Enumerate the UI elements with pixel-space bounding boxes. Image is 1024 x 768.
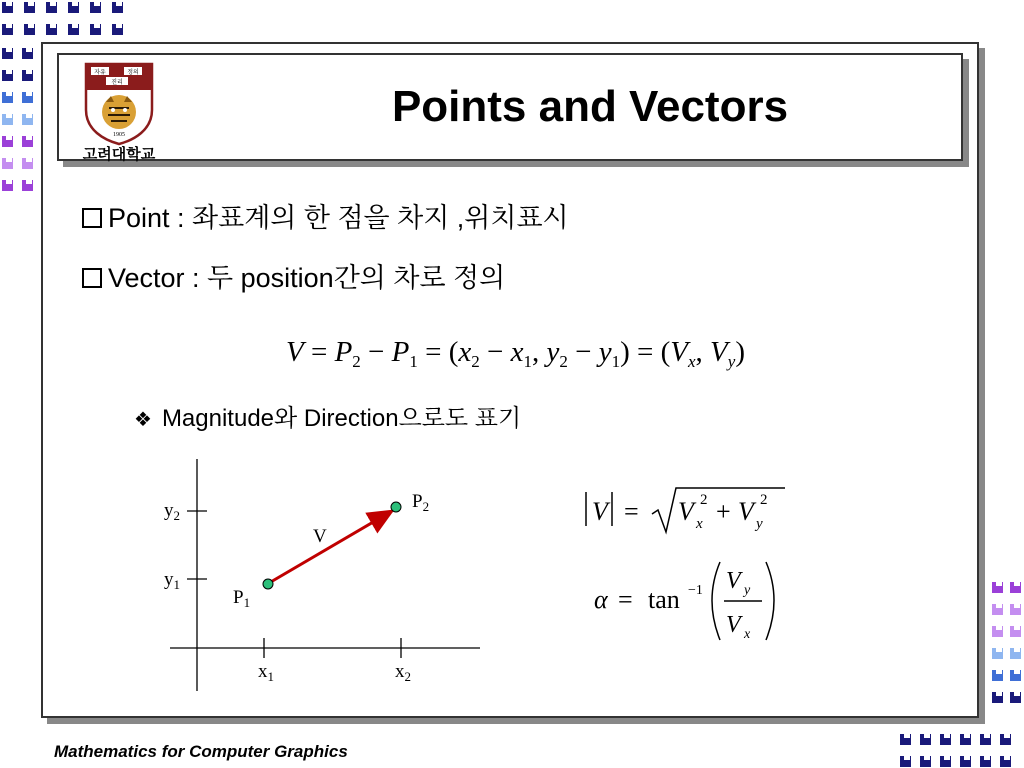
vector-label: V: [313, 526, 327, 547]
founding-year: 1905: [113, 132, 125, 138]
svg-text:x: x: [696, 516, 703, 532]
slide-footer: Mathematics for Computer Graphics: [54, 742, 348, 761]
decor-square: [22, 136, 33, 147]
decor-square: [22, 158, 33, 169]
decor-square: [24, 2, 35, 13]
decor-square: [900, 734, 911, 745]
x-tick-label: $x_2$: [395, 661, 411, 684]
decor-square: [980, 756, 991, 767]
point-p2: [391, 502, 401, 512]
decor-square: [1000, 756, 1011, 767]
decor-square: [920, 734, 931, 745]
svg-text:tan: tan: [648, 585, 680, 614]
decor-square: [992, 582, 1003, 593]
decor-square: [112, 2, 123, 13]
decor-square: [68, 2, 79, 13]
checkbox-icon: [82, 268, 102, 288]
decor-square: [980, 734, 991, 745]
decor-square: [22, 48, 33, 59]
decor-square: [1010, 626, 1021, 637]
sub-bullet-magnitude: [134, 398, 521, 433]
svg-text:=: =: [618, 585, 633, 614]
svg-text:2: 2: [700, 492, 708, 508]
decor-square: [992, 670, 1003, 681]
decor-square: [22, 70, 33, 81]
decor-square: [1000, 734, 1011, 745]
decor-square: [22, 92, 33, 103]
decor-square: [992, 648, 1003, 659]
decor-square: [2, 24, 13, 35]
x-tick-label: $x_1$: [258, 661, 274, 684]
decor-square: [1010, 670, 1021, 681]
decor-square: [992, 604, 1003, 615]
bullet-text: Vector : 두 position간의 차로 정의: [108, 263, 506, 293]
svg-text:x: x: [744, 627, 751, 642]
decor-square: [2, 2, 13, 13]
decor-square: [2, 48, 13, 59]
svg-text:V: V: [726, 612, 741, 638]
decor-square: [24, 24, 35, 35]
decor-square: [1010, 582, 1021, 593]
university-name: 고려대학교: [82, 146, 156, 163]
y-tick-label: $y_1$: [164, 569, 180, 592]
decor-square: [22, 180, 33, 191]
decor-square: [2, 114, 13, 125]
decor-square: [1010, 692, 1021, 703]
decor-square: [2, 158, 13, 169]
svg-text:+: +: [716, 497, 731, 526]
svg-text:V: V: [678, 497, 694, 526]
decor-square: [46, 24, 57, 35]
decor-square: [960, 734, 971, 745]
decor-square: [46, 2, 57, 13]
decor-square: [992, 692, 1003, 703]
diamond-bullet-icon: ❖: [134, 409, 152, 431]
svg-text:V: V: [592, 497, 608, 526]
y-tick-label: $y_2$: [164, 500, 180, 523]
decor-square: [90, 24, 101, 35]
svg-text:2: 2: [760, 492, 768, 508]
svg-text:y: y: [756, 516, 763, 532]
decor-square: [2, 92, 13, 103]
decor-square: [1010, 648, 1021, 659]
page-title: Points and Vectors: [391, 82, 789, 131]
svg-text:y: y: [744, 583, 751, 598]
point-label-p1: $P_1$: [233, 587, 251, 610]
vector-arrow: [269, 511, 392, 583]
point-label-p2: $P_2$: [412, 491, 430, 514]
bullet-text: Point : 좌표계의 한 점을 차지 ,위치표시: [108, 203, 569, 233]
decor-square: [2, 136, 13, 147]
svg-text:V: V: [738, 497, 754, 526]
svg-text:−1: −1: [688, 583, 703, 598]
decor-square: [920, 756, 931, 767]
tiger-crest-icon: [86, 64, 152, 144]
motto-word: 자유: [94, 70, 106, 76]
decor-square: [2, 70, 13, 81]
magnitude-formula: [580, 480, 800, 540]
decor-square: [112, 24, 123, 35]
decor-square: [1010, 604, 1021, 615]
decor-square: [90, 2, 101, 13]
svg-text:V: V: [726, 568, 741, 594]
sub-bullet-text: Magnitude와 Direction으로도 표기: [161, 405, 522, 432]
decor-square: [992, 626, 1003, 637]
vector-difference-equation: $V = P_2 - P_1 = (x_2 - x_1$, $y_2 - y_1) = (V_x$, $V_y$): [286, 336, 745, 371]
decor-square: [22, 114, 33, 125]
decor-square: [940, 734, 951, 745]
vector-diagram: [150, 455, 490, 695]
bullet-point: [82, 196, 569, 235]
checkbox-icon: [82, 208, 102, 228]
motto-word: 진리: [111, 80, 123, 86]
motto-word: 정의: [127, 70, 139, 76]
decor-square: [960, 756, 971, 767]
direction-formula: [590, 556, 800, 646]
decor-square: [940, 756, 951, 767]
svg-text:α: α: [594, 585, 608, 614]
point-p1: [263, 579, 273, 589]
bullet-vector: [82, 256, 505, 295]
decor-square: [2, 180, 13, 191]
decor-square: [900, 756, 911, 767]
decor-square: [68, 24, 79, 35]
svg-text:=: =: [624, 497, 639, 526]
